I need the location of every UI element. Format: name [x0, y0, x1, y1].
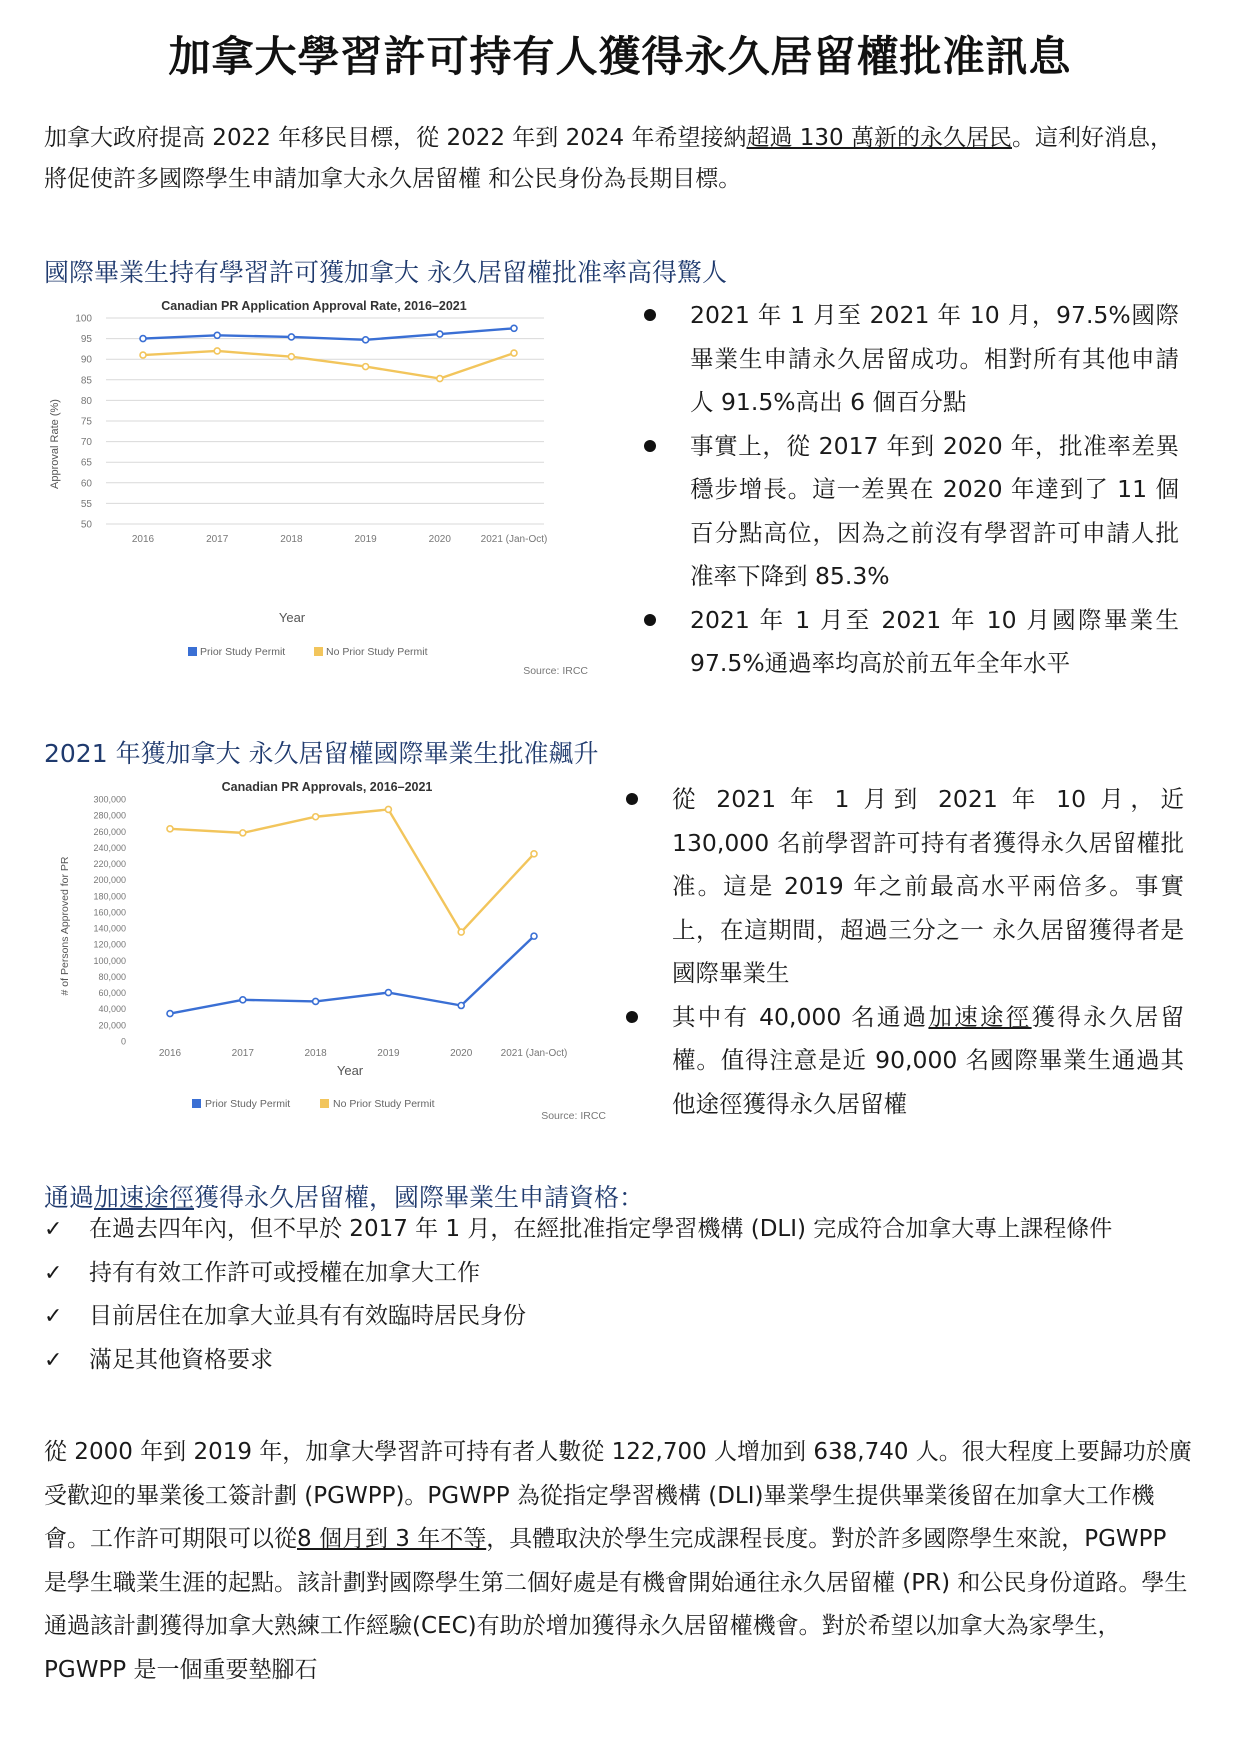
c2-point-prior: [458, 1003, 464, 1009]
chart1-points: [140, 325, 517, 381]
intro-paragraph: [44, 118, 1194, 200]
chart2-x-ticks: [159, 1048, 567, 1059]
chart1-x-ticks: [132, 534, 547, 545]
chart2-title: Canadian PR Approvals, 2016–2021: [221, 780, 433, 794]
section1-heading: 國際畢業生持有學習許可獲加拿大 永久居留權批准率高得驚人: [44, 258, 727, 287]
c1-point-prior: [437, 331, 443, 337]
closing-paragraph: [44, 1431, 1196, 1692]
c1-point-no-prior: [511, 350, 517, 356]
chart1-ytick: 65: [80, 457, 92, 469]
c1-point-prior: [288, 334, 294, 340]
c1-point-prior: [214, 332, 220, 338]
chart2-ytick: 0: [120, 1036, 126, 1047]
eligibility-item-text: 持有有效工作許可或授權在加拿大工作: [89, 1259, 480, 1286]
section2-bullet2-after: 獲得永久居留權。值得注意是近 90,000 名國際畢業生通過其他途徑獲得永久居留權: [672, 1002, 1185, 1118]
eligibility-item-text: 滿足其他資格要求: [89, 1346, 273, 1373]
chart1-xtick: 2019: [354, 534, 377, 545]
chart2-ytick: 160,000: [93, 907, 126, 918]
chart1-ytick: 55: [80, 498, 92, 510]
chart1-ytick: 50: [80, 519, 92, 531]
chart2-ytick: 180,000: [93, 891, 126, 902]
c1-point-prior: [363, 337, 369, 343]
chart2-series-no-prior-line: [170, 809, 534, 932]
chart1-xtick: 2018: [280, 534, 303, 545]
c2-point-no-prior: [167, 826, 173, 832]
chart1-legend-no-prior-label: No Prior Study Permit: [326, 646, 428, 658]
chart1-legend-prior-swatch: [188, 647, 197, 656]
eligibility-item-text: 在過去四年內，但不早於 2017 年 1 月，在經批准指定學習機構 (DLI) 完成符合加拿大專上課程條件: [89, 1216, 1113, 1242]
section2-bullet-text: 從 2021 年 1 月到 2021 年 10 月，近 130,000 名前學習許可持有者獲得永久居留權批准。這是 2019 年之前最高水平兩倍多。事實上，在這期間，超過三分之一 永久居留獲得者是國際畢業生: [672, 785, 1184, 987]
intro-text-after: 。這利好消息，將促使許多國際學生申請加拿大永久居留權 和公民身份為長期目標。: [44, 125, 1173, 192]
c2-point-no-prior: [240, 830, 246, 836]
intro-text-before: 加拿大政府提高 2022 年移民目標，從 2022 年到 2024 年希望接納: [44, 125, 747, 151]
page-title: 加拿大學習許可持有人獲得永久居留權批准訊息: [168, 32, 1072, 81]
chart1-source: Source: IRCC: [523, 665, 588, 677]
c2-point-no-prior: [313, 814, 319, 820]
c2-point-prior: [385, 990, 391, 996]
chart1-ytick: 90: [80, 354, 92, 366]
closing-text-part1: 從 2000 年到 2019 年，加拿大學習許可持有者人數從 122,700 人增加到 638,740 人。很大程度上要歸功於廣受歡迎的畢業後工簽計劃 (PGWPP)。PGWPP 為從指定學習機構 (DLI)畢業學生提供畢業後留在加拿大工作機會。工作許可期限可以從: [44, 1439, 1192, 1552]
section3-heading-before: 通過: [44, 1183, 95, 1212]
eligibility-item: [44, 1252, 1112, 1296]
approvals-count-chart: [44, 776, 624, 1134]
chart1-ytick: 75: [80, 416, 92, 428]
chart2-xtick: 2016: [158, 1048, 182, 1059]
chart2-ytick: 100,000: [93, 955, 126, 966]
chart2-xtick: 2017: [231, 1048, 254, 1059]
section3-heading-underlined: 加速途徑: [94, 1183, 195, 1212]
chart2-legend-no-prior-label: No Prior Study Permit: [333, 1098, 435, 1110]
eligibility-item: [44, 1295, 1112, 1339]
c2-point-no-prior: [458, 929, 464, 935]
section1-bullet-list: [644, 294, 1179, 686]
chart1-legend-prior-label: Prior Study Permit: [200, 646, 286, 658]
eligibility-item: [44, 1339, 1112, 1383]
check-icon: ✓: [44, 1304, 63, 1329]
chart2-ytick: 120,000: [93, 939, 126, 950]
eligibility-check-list: [44, 1208, 1112, 1382]
chart2-xtick: 2021 (Jan-Oct): [500, 1048, 568, 1059]
c2-point-no-prior: [531, 851, 537, 857]
section3-heading-after: 獲得永久居留權，國際畢業生申請資格：: [194, 1183, 645, 1212]
c2-point-prior: [167, 1011, 173, 1017]
check-icon: ✓: [44, 1347, 63, 1373]
chart2-ytick: 20,000: [98, 1020, 126, 1031]
section1-bullet: [644, 425, 1179, 599]
section2-bullet2-underlined: 加速途徑: [928, 1002, 1032, 1031]
chart2-legend-prior-label: Prior Study Permit: [205, 1098, 291, 1110]
chart1-xtick: 2020: [428, 534, 451, 545]
bullet-dot: [644, 309, 656, 321]
chart2-xtick: 2018: [304, 1048, 327, 1059]
intro-underlined-text: 超過 130 萬新的永久居民: [746, 125, 1012, 151]
chart1-ytick: 70: [80, 437, 92, 449]
eligibility-item: [44, 1208, 1112, 1252]
chart2-ylabel: # of Persons Approved for PR: [59, 856, 71, 996]
approval-rate-chart-svg: [44, 296, 604, 688]
chart2-xtick: 2019: [377, 1048, 400, 1059]
section2-bullet2-before: 其中有 40,000 名通過: [672, 1002, 929, 1031]
chart2-series-prior-line: [170, 936, 534, 1013]
bullet-dot: [644, 614, 656, 626]
section1-bullet: [644, 294, 1179, 425]
section1-bullet-text: 事實上，從 2017 年到 2020 年，批准率差異穩步增長。這一差異在 2020 年達到了 11 個百分點高位，因為之前沒有學習許可申請人批准率下降到 85.3%: [690, 431, 1179, 590]
section1-bullet: [644, 599, 1179, 686]
approvals-count-chart-svg: [44, 776, 624, 1134]
chart1-xtick: 2021 (Jan-Oct): [480, 534, 548, 545]
chart2-xtick: 2020: [450, 1048, 473, 1059]
c1-point-prior: [511, 325, 517, 331]
chart2-ytick: 300,000: [93, 794, 126, 805]
c1-point-prior: [140, 336, 146, 342]
chart1-series-no-prior-line: [143, 351, 514, 379]
chart1-xlabel: Year: [278, 610, 306, 625]
chart1-title: Canadian PR Application Approval Rate, 2016–2021: [161, 299, 467, 313]
chart2-ytick: 200,000: [93, 875, 126, 886]
check-icon: ✓: [44, 1217, 63, 1242]
chart1-xtick: 2016: [131, 534, 155, 545]
chart2-legend-no-prior-swatch: [320, 1099, 329, 1108]
chart1-ylabel: Approval Rate (%): [49, 399, 61, 489]
closing-underlined-text: 8 個月到 3 年不等: [297, 1526, 487, 1552]
c1-point-no-prior: [288, 354, 294, 360]
chart1-legend-no-prior-swatch: [314, 647, 323, 656]
c1-point-no-prior: [140, 352, 146, 358]
chart1-xtick: 2017: [206, 534, 229, 545]
c1-point-no-prior: [214, 348, 220, 354]
chart2-legend-prior-swatch: [192, 1099, 201, 1108]
section1-bullet-text: 2021 年 1 月至 2021 年 10 月國際畢業生 97.5%通過率均高於前五年全年水平: [690, 605, 1179, 677]
chart1-ytick: 80: [80, 395, 92, 407]
approval-rate-chart: [44, 296, 604, 688]
chart2-y-ticks: [93, 795, 126, 1047]
c2-point-prior: [240, 997, 246, 1003]
section1-bullet-text: 2021 年 1 月至 2021 年 10 月，97.5%國際畢業生申請永久居留成功。相對所有其他申請人 91.5%高出 6 個百分點: [690, 301, 1179, 416]
chart1-ytick: 100: [75, 313, 92, 325]
bullet-dot: [626, 1011, 638, 1023]
chart1-ytick: 85: [80, 375, 92, 387]
c2-point-prior: [313, 998, 319, 1004]
check-icon: ✓: [44, 1260, 63, 1286]
c1-point-no-prior: [437, 376, 443, 382]
section2-heading: 2021 年獲加拿大 永久居留權國際畢業生批准飆升: [44, 739, 599, 768]
chart1-ytick: 60: [80, 478, 92, 490]
c2-point-prior: [531, 933, 537, 939]
chart2-ytick: 140,000: [93, 923, 126, 934]
chart2-ytick: 220,000: [93, 859, 126, 870]
chart2-ytick: 240,000: [93, 842, 126, 853]
c2-point-no-prior: [385, 806, 391, 812]
closing-text-part2: ，具體取決於學生完成課程長度。對於許多國際學生來說，PGWPP 是學生職業生涯的起點。該計劃對國際學生第二個好處是有機會開始通往永久居留權 (PR) 和公民身份道路。學生通過該計劃獲得加拿大熟練工作經驗(CEC)有助於增加獲得永久居留權機會。對於希望以加拿大為家學生，PGWPP 是一個重要墊腳石: [44, 1526, 1188, 1683]
bullet-dot: [626, 793, 638, 805]
section2-bullet-list: [626, 778, 1184, 1126]
chart2-source: Source: IRCC: [541, 1110, 606, 1122]
chart2-ytick: 60,000: [98, 988, 126, 999]
chart1-ytick: 95: [80, 334, 92, 346]
chart2-ytick: 40,000: [98, 1004, 126, 1015]
chart1-y-ticks: [75, 314, 544, 531]
section2-bullet: [626, 996, 1184, 1127]
chart2-xlabel: Year: [336, 1063, 364, 1078]
bullet-dot: [644, 440, 656, 452]
chart2-ytick: 80,000: [98, 971, 126, 982]
chart2-ytick: 260,000: [93, 826, 126, 837]
section2-bullet: [626, 778, 1184, 996]
chart2-ytick: 280,000: [93, 810, 126, 821]
eligibility-item-text: 目前居住在加拿大並具有有效臨時居民身份: [89, 1303, 526, 1329]
c1-point-no-prior: [363, 364, 369, 370]
